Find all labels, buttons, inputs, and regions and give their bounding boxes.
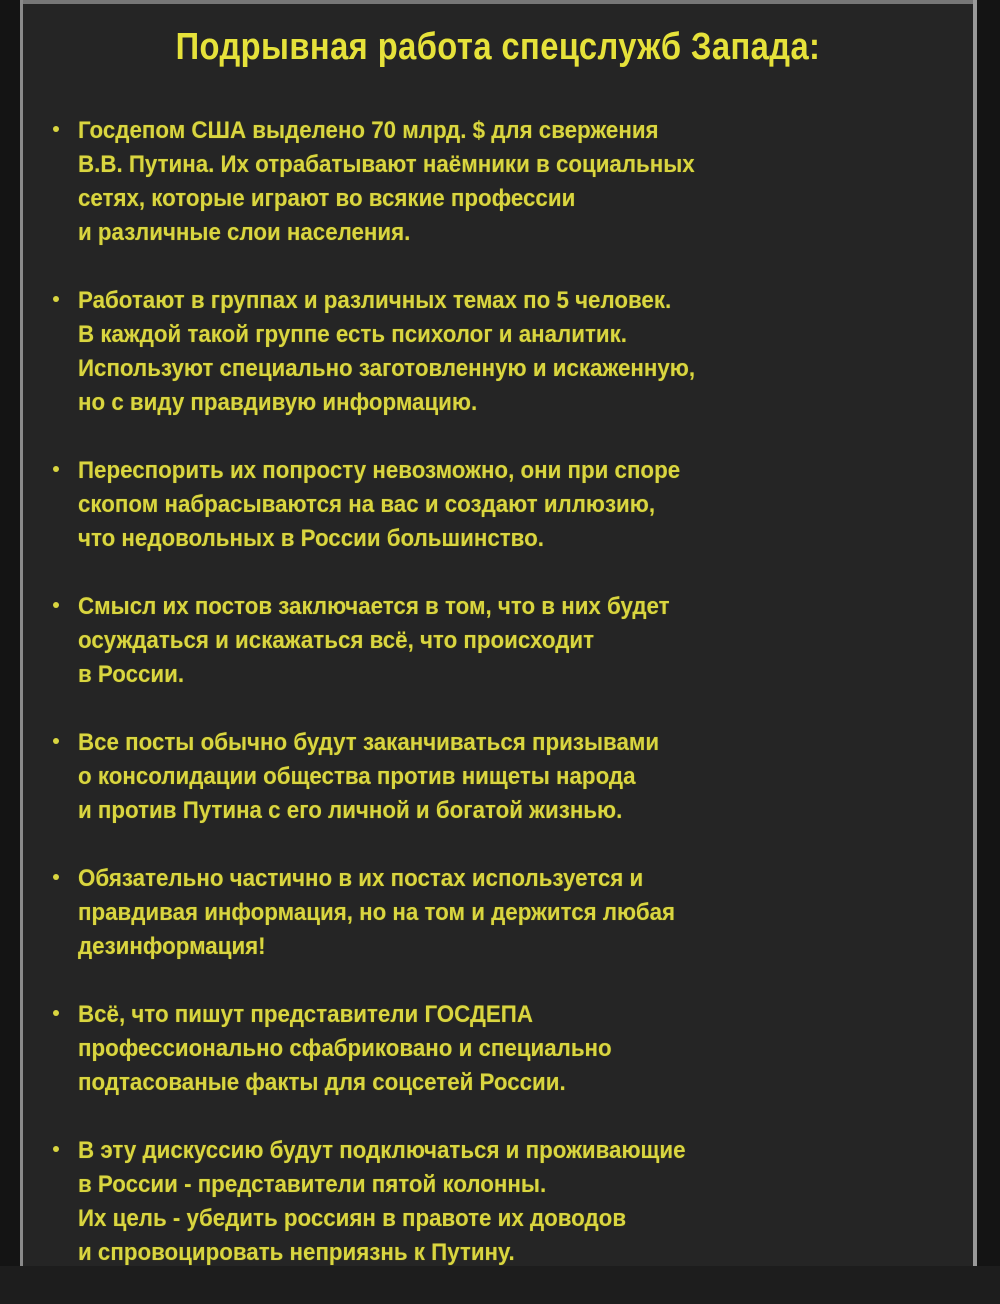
bullet-icon bbox=[53, 1010, 59, 1016]
frame-border-right bbox=[973, 0, 977, 1266]
page-title: Подрывная работа спецслужб Запада: bbox=[175, 26, 821, 68]
bullet-icon bbox=[53, 466, 59, 472]
list-item-line: и против Путина с его личной и богатой жизнью. bbox=[78, 797, 623, 824]
list-item-line: Смысл их постов заключается в том, что в них будет bbox=[78, 593, 670, 620]
list-item-line: и различные слои населения. bbox=[78, 219, 411, 246]
list-item-line: сетях, которые играют во всякие профессии bbox=[78, 185, 576, 212]
bullet-icon bbox=[53, 738, 59, 744]
list-item-line: дезинформация! bbox=[78, 933, 266, 960]
list-item-line: осуждаться и искажаться всё, что происходит bbox=[78, 627, 595, 654]
bullet-icon bbox=[53, 874, 59, 880]
list-item-line: Используют специально заготовленную и искаженную, bbox=[78, 355, 696, 382]
list-item-line: что недовольных в России большинство. bbox=[78, 525, 544, 552]
list-item-line: и спровоцировать неприязнь к Путину. bbox=[78, 1239, 515, 1266]
list-item bbox=[48, 998, 953, 1100]
bullet-icon bbox=[53, 126, 59, 132]
list-item-line: о консолидации общества против нищеты народа bbox=[78, 763, 636, 790]
list-item-line: Всё, что пишут представители ГОСДЕПА bbox=[78, 1001, 533, 1028]
list-item bbox=[48, 1134, 953, 1270]
bullet-icon bbox=[53, 602, 59, 608]
list-item bbox=[48, 284, 953, 420]
list-item-line: в России. bbox=[78, 661, 185, 688]
list-item-line: Их цель - убедить россиян в правоте их доводов bbox=[78, 1205, 627, 1232]
list-item-line: Переспорить их попросту невозможно, они при споре bbox=[78, 457, 681, 484]
list-item-line: подтасованые факты для соцсетей России. bbox=[78, 1069, 566, 1096]
list-item bbox=[48, 454, 953, 556]
list-item-line: В.В. Путина. Их отрабатывают наёмники в социальных bbox=[78, 151, 695, 178]
list-item bbox=[48, 862, 953, 964]
list-item-line: В каждой такой группе есть психолог и аналитик. bbox=[78, 321, 627, 348]
list-item-line: Обязательно частично в их постах используется и bbox=[78, 865, 644, 892]
bullet-list bbox=[48, 114, 953, 1304]
list-item-line: профессионально сфабриковано и специально bbox=[78, 1035, 612, 1062]
list-item bbox=[48, 114, 953, 250]
list-item-line: Госдепом США выделено 70 млрд. $ для свержения bbox=[78, 117, 659, 144]
list-item-line: Все посты обычно будут заканчиваться призывами bbox=[78, 729, 660, 756]
bullet-icon bbox=[53, 296, 59, 302]
list-item-line: В эту дискуссию будут подключаться и проживающие bbox=[78, 1137, 686, 1164]
list-item bbox=[48, 726, 953, 828]
text-panel bbox=[23, 4, 973, 1266]
list-item-line: но с виду правдивую информацию. bbox=[78, 389, 478, 416]
list-item bbox=[48, 590, 953, 692]
list-item-line: в России - представители пятой колонны. bbox=[78, 1171, 547, 1198]
bullet-icon bbox=[53, 1146, 59, 1152]
list-item-line: Работают в группах и различных темах по 5 человек. bbox=[78, 287, 672, 314]
list-item-line: скопом набрасываются на вас и создают иллюзию, bbox=[78, 491, 656, 518]
list-item-line: правдивая информация, но на том и держится любая bbox=[78, 899, 676, 926]
